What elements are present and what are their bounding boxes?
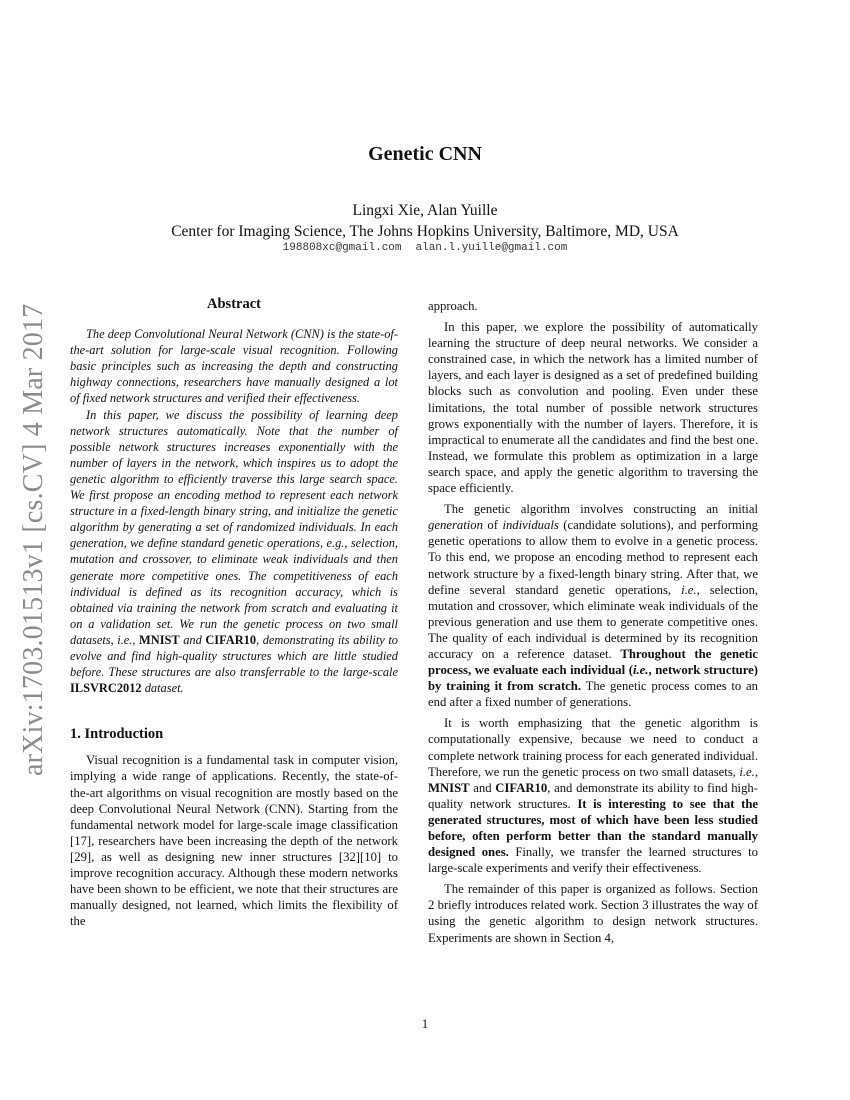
abstract-paragraph-2: In this paper, we discuss the possibility of learning deep network structures automatically. Note that the number of possible network structures increases exponentially with the number of layers in the network, which inspires us to adopt the genetic algorithm to efficiently traverse this large search space. We first propose an encoding method to represent each network structure in a fixed-length binary string, and initialize the genetic algorithm by generating a set of randomized individuals. In each generation, we define standard genetic operations, e.g., selection, mutation and crossover, to eliminate weak individuals and then generate more competitive ones. The competitiveness of each individual is defined as its recognition accuracy, which is obtained via training the network from scratch and evaluating it on a validation set. We run the genetic process on two small datasets, i.e., MNIST and CIFAR10, demonstrating its ability to evolve and find high-quality structures which are little studied before. These structures are also transferrable to the large-scale ILSVRC2012 dataset. — [70, 407, 398, 696]
arxiv-identifier: arXiv:1703.01513v1 [cs.CV] 4 Mar 2017 — [18, 303, 49, 776]
email-yuille: alan.l.yuille@gmail.com — [415, 242, 568, 254]
abstract-heading: Abstract — [207, 296, 261, 312]
right-paragraph-2: The genetic algorithm involves constructing an initial generation of individuals (candidate solutions), and performing genetic operations to allow them to evolve in a genetic process. To this end, we propose an encoding method to represent each network structure by a fixed-length binary string. After that, we define several standard genetic operations, i.e., selection, mutation and crossover, which eliminate weak individuals of the previous generation and use them to generate competitive ones. The quality of each individual is determined by its recognition accuracy on a reference dataset. Throughout the genetic process, we evaluate each individual (i.e., network structure) by training it from scratch. The genetic process comes to an end after a fixed number of generations. — [428, 502, 759, 710]
continued-paragraph: approach. — [428, 299, 478, 313]
right-paragraph-4: The remainder of this paper is organized as follows. Section 2 briefly introduces related work. Section 3 illustrates the way of using the genetic algorithm to design network structures. Experiments are shown in Section 4, — [428, 882, 758, 945]
author-names: Lingxi Xie, Alan Yuille — [352, 202, 498, 219]
page-number: 1 — [421, 1017, 429, 1031]
emphasis-findings: It is interesting to see that the generated structures, most of which have been less studied before, often perform better than the standard manually designed ones. — [428, 796, 759, 860]
right-column — [428, 298, 758, 946]
email-xie: 198808xc@gmail.com — [282, 242, 402, 254]
dataset-cifar10: CIFAR10 — [205, 632, 257, 647]
introduction-heading: 1. Introduction — [70, 726, 164, 743]
introduction-paragraph-1: Visual recognition is a fundamental task in computer vision, implying a wide range of applications. Recently, the state-of-the-art algorithms on visual recognition are mostly based on the deep Convolutional Neural Network (CNN). Starting from the fundamental network model for large-scale image classification [17], researchers have been increasing the depth of the network [29], as well as designing new inner structures [32][10] to improve recognition accuracy. Although these modern networks have been shown to be efficient, we note that their structures are manually designed, not learned, which limits the flexibility of the — [70, 753, 398, 929]
affiliation: Center for Imaging Science, The Johns Hopkins University, Baltimore, MD, USA — [171, 223, 679, 240]
abstract-section — [70, 296, 398, 696]
paper-title: Genetic CNN — [368, 143, 482, 165]
emphasis-training: Throughout the genetic process, we evaluate each individual (i.e., network structure) by training it from scratch. — [428, 646, 759, 694]
author-block — [0, 200, 850, 242]
right-paragraph-1: In this paper, we explore the possibility of automatically learning the structure of deep neural networks. We consider a constrained case, in which the network has a limited number of layers, and each layer is designed as a set of predefined building blocks such as convolution and pooling. Even under these limitations, the total number of possible network structures grows exponentially with the number of layers. Therefore, it is impractical to enumerate all the candidates and find the best one. Instead, we formulate this problem as optimization in a large search space, and apply the genetic algorithm to traversing the space efficiently. — [428, 320, 758, 496]
dataset-mnist: MNIST — [139, 632, 180, 647]
right-paragraph-3: It is worth emphasizing that the genetic algorithm is computationally expensive, because we need to conduct a complete network training process for each generated individual. Therefore, we run the genetic process on two small datasets, i.e., MNIST and CIFAR10, and demonstrate its ability to find high-quality network structures. It is interesting to see that the generated structures, most of which have been less studied before, often perform better than the standard manually designed ones. Finally, we transfer the learned structures to large-scale experiments and verify their effectiveness. — [428, 716, 759, 876]
abstract-paragraph-1: The deep Convolutional Neural Network (CNN) is the state-of-the-art solution for large-scale visual recognition. Following basic principles such as increasing the depth and constructing highway connections, researchers have manually designed a lot of fixed network structures and verified their effectiveness. — [70, 327, 398, 406]
left-column — [70, 296, 398, 929]
dataset-ilsvrc2012: ILSVRC2012 — [70, 681, 142, 696]
author-emails — [0, 242, 850, 254]
